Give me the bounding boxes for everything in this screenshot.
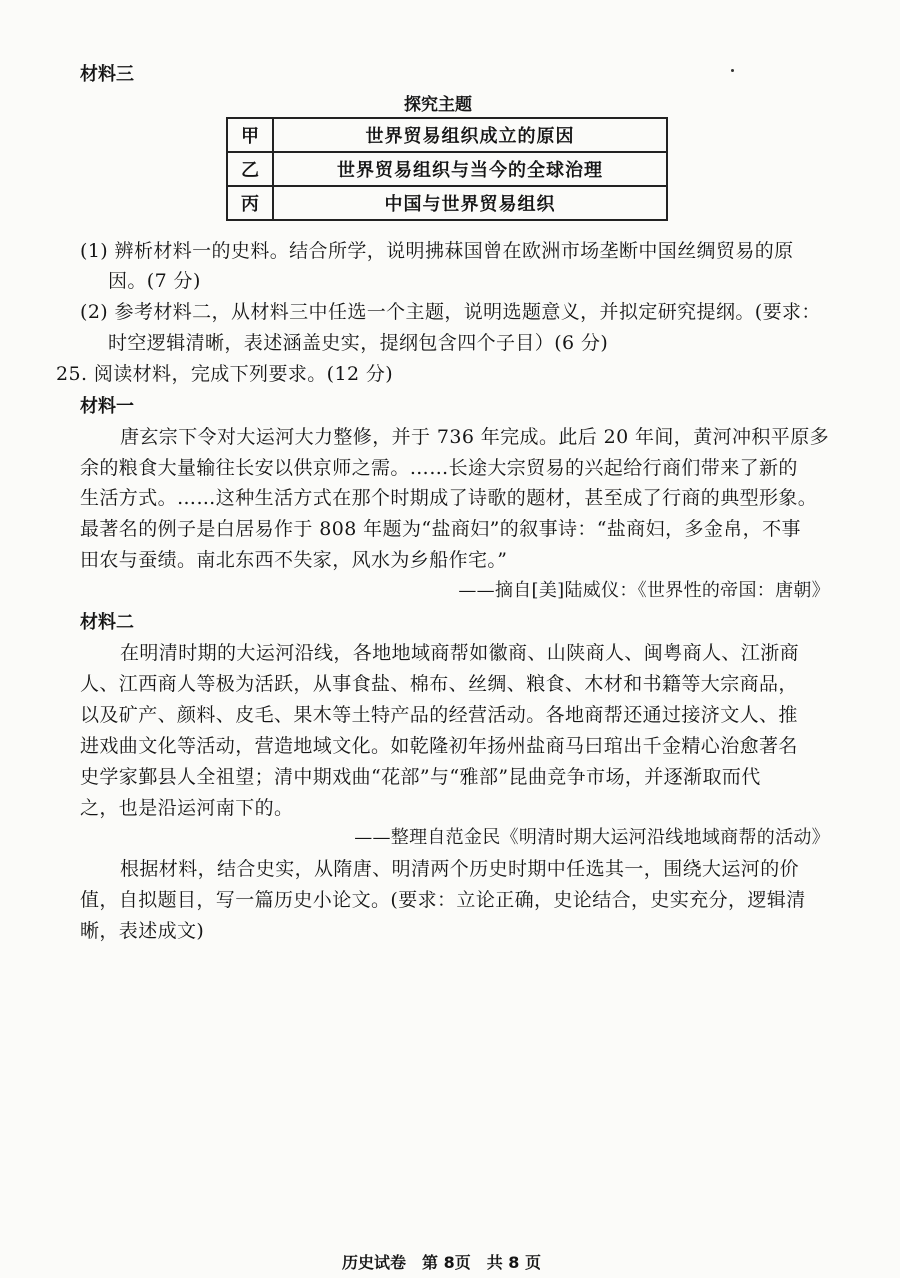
q24-sub1-line1: (1) 辨析材料一的史料。结合所学，说明拂菻国曾在欧洲市场垄断中国丝绸贸易的原 [80, 240, 794, 262]
topic-text: 中国与世界贸易组织 [273, 186, 667, 220]
table-row [227, 118, 667, 152]
m2-line: 在明清时期的大运河沿线，各地地域商帮如徽商、山陕商人、闽粤商人、江浙商 [120, 642, 800, 664]
q25-title: 25. 阅读材料，完成下列要求。(12 分) [56, 363, 394, 385]
m1-line: 田农与蚕绩。南北东西不失家，风水为乡船作宅。” [80, 549, 508, 571]
q24-sub1-line2: 因。(7 分) [108, 270, 201, 292]
stray-dot [731, 69, 734, 72]
topic-key: 丙 [227, 186, 273, 220]
q24-sub2-line2: 时空逻辑清晰，表述涵盖史实，提纲包含四个子目）(6 分) [108, 332, 609, 354]
q24-sub2-line1: (2) 参考材料二，从材料三中任选一个主题，说明选题意义，并拟定研究提纲。(要求： [80, 301, 821, 323]
m2-line: 以及矿产、颜料、皮毛、果木等土特产品的经营活动。各地商帮还通过接济文人、推 [80, 704, 798, 726]
page-footer: 历史试卷 第 8页 共 8 页 [342, 1253, 541, 1272]
task-line: 晰，表述成文) [80, 920, 205, 942]
m2-line: 进戏曲文化等活动，营造地域文化。如乾隆初年扬州盐商马曰琯出千金精心治愈著名 [80, 735, 798, 757]
topic-key: 甲 [227, 118, 273, 152]
topic-key: 乙 [227, 152, 273, 186]
m1-line: 唐玄宗下令对大运河大力整修，并于 736 年完成。此后 20 年间，黄河冲积平原多 [120, 426, 830, 448]
topic-text: 世界贸易组织与当今的全球治理 [273, 152, 667, 186]
m1-line: 生活方式。……这种生活方式在那个时期成了诗歌的题材，甚至成了行商的典型形象。 [80, 487, 818, 509]
m2-line: 人、江西商人等极为活跃，从事食盐、棉布、丝绸、粮食、木材和书籍等大宗商品， [80, 673, 798, 695]
table-row [227, 152, 667, 186]
m1-line: 余的粮食大量输往长安以供京师之需。……长途大宗贸易的兴起给行商们带来了新的 [80, 457, 798, 479]
material3-heading: 材料三 [80, 64, 134, 85]
topics-table-title: 探究主题 [404, 95, 472, 115]
m2-line: 史学家鄞县人全祖望；清中期戏曲“花部”与“雅部”昆曲竞争市场，并逐渐取而代 [80, 766, 761, 788]
q25-material2-heading: 材料二 [80, 612, 134, 633]
m2-source: ——整理自范金民《明清时期大运河沿线地域商帮的活动》 [354, 827, 830, 848]
m1-source: ——摘自[美]陆威仪：《世界性的帝国：唐朝》 [458, 580, 830, 601]
m1-line: 最著名的例子是白居易作于 808 年题为“盐商妇”的叙事诗：“盐商妇，多金帛，不事 [80, 518, 801, 540]
topic-text: 世界贸易组织成立的原因 [273, 118, 667, 152]
task-line: 根据材料，结合史实，从隋唐、明清两个历史时期中任选其一，围绕大运河的价 [120, 858, 800, 880]
table-row [227, 186, 667, 220]
topics-table [226, 117, 668, 221]
m2-line: 之，也是沿运河南下的。 [80, 797, 294, 819]
q25-material1-heading: 材料一 [80, 396, 134, 417]
task-line: 值，自拟题目，写一篇历史小论文。(要求：立论正确，史论结合，史实充分，逻辑清 [80, 889, 806, 911]
